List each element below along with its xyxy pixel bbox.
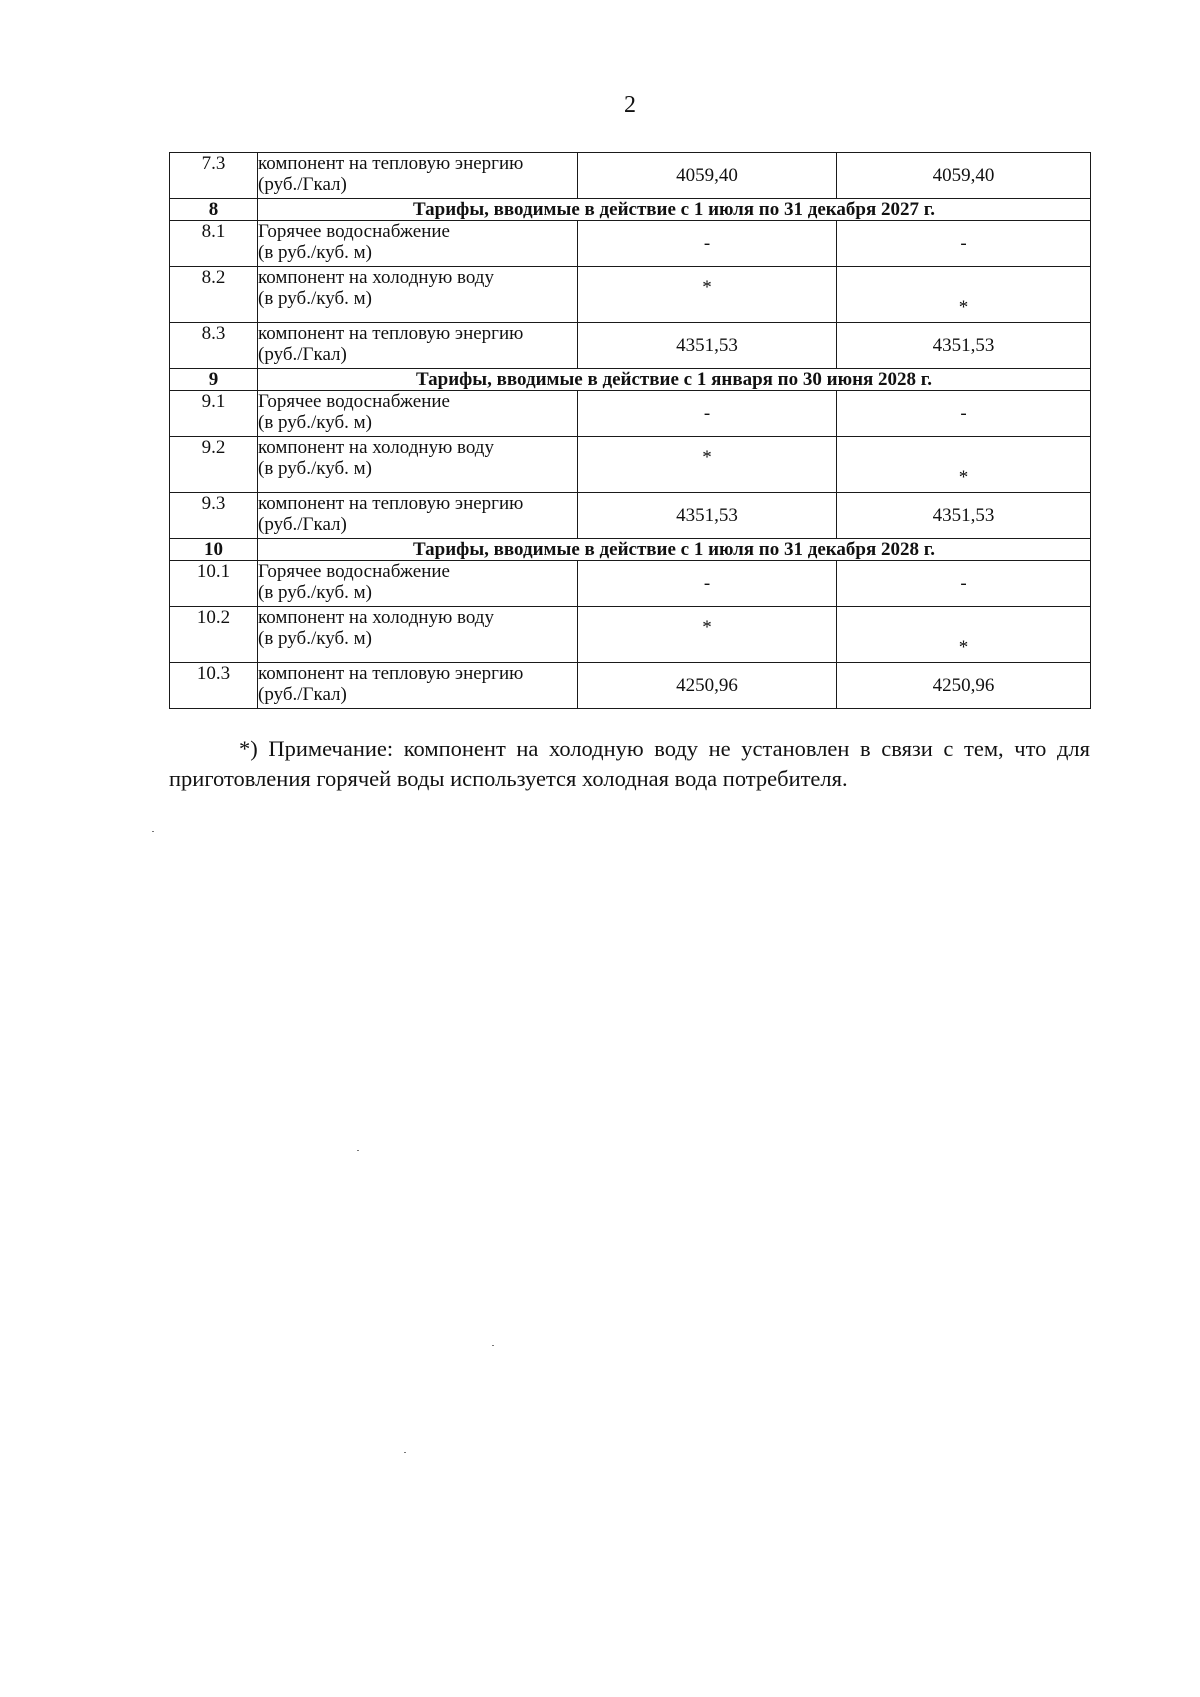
row-value-1: * (578, 267, 837, 323)
row-name (258, 437, 578, 493)
section-row (170, 539, 1091, 561)
row-value-2: - (837, 561, 1091, 607)
row-value-1: - (578, 561, 837, 607)
table-row (170, 153, 1091, 199)
row-name-line1: компонент на холодную воду (258, 437, 494, 458)
row-value-2: 4059,40 (837, 153, 1091, 199)
row-number: 10.3 (170, 663, 258, 709)
row-name (258, 561, 578, 607)
section-number: 8 (170, 199, 258, 221)
section-title: Тарифы, вводимые в действие с 1 июля по 31 декабря 2028 г. (258, 539, 1091, 561)
row-name-line2: (руб./Гкал) (258, 344, 347, 365)
row-name-line1: компонент на тепловую энергию (258, 493, 524, 514)
row-number: 8.1 (170, 221, 258, 267)
row-name-line2: (в руб./куб. м) (258, 242, 372, 263)
row-value-1: - (578, 391, 837, 437)
table-row (170, 663, 1091, 709)
row-name (258, 323, 578, 369)
table-row (170, 391, 1091, 437)
row-value-1: * (578, 607, 837, 663)
row-name (258, 391, 578, 437)
row-name-line1: компонент на холодную воду (258, 267, 494, 288)
row-value-2: - (837, 221, 1091, 267)
row-value-2: * (837, 437, 1091, 493)
row-number: 7.3 (170, 153, 258, 199)
row-value-2: 4351,53 (837, 323, 1091, 369)
row-name-line1: Горячее водоснабжение (258, 391, 450, 412)
row-name (258, 267, 578, 323)
scan-speck (492, 1345, 494, 1346)
row-name-line2: (руб./Гкал) (258, 684, 347, 705)
row-name-line1: компонент на тепловую энергию (258, 153, 524, 174)
table-row (170, 437, 1091, 493)
row-number: 9.3 (170, 493, 258, 539)
section-number: 10 (170, 539, 258, 561)
row-name-line1: Горячее водоснабжение (258, 221, 450, 242)
scan-speck (152, 831, 154, 832)
section-row (170, 369, 1091, 391)
section-number: 9 (170, 369, 258, 391)
section-title: Тарифы, вводимые в действие с 1 января по 30 июня 2028 г. (258, 369, 1091, 391)
row-name (258, 221, 578, 267)
row-name (258, 607, 578, 663)
row-name-line2: (руб./Гкал) (258, 514, 347, 535)
row-name (258, 493, 578, 539)
row-name-line2: (в руб./куб. м) (258, 458, 372, 479)
tariff-table (169, 152, 1091, 709)
row-name-line2: (в руб./куб. м) (258, 628, 372, 649)
row-value-1: 4059,40 (578, 153, 837, 199)
row-name-line1: компонент на тепловую энергию (258, 323, 524, 344)
row-name (258, 663, 578, 709)
row-value-1: * (578, 437, 837, 493)
row-name-line2: (руб./Гкал) (258, 174, 347, 195)
row-name-line1: компонент на холодную воду (258, 607, 494, 628)
row-name-line2: (в руб./куб. м) (258, 288, 372, 309)
table-row (170, 493, 1091, 539)
row-name-line1: Горячее водоснабжение (258, 561, 450, 582)
row-value-2: 4351,53 (837, 493, 1091, 539)
row-number: 9.1 (170, 391, 258, 437)
row-value-1: 4250,96 (578, 663, 837, 709)
row-value-1: - (578, 221, 837, 267)
row-name-line2: (в руб./куб. м) (258, 582, 372, 603)
table-row (170, 323, 1091, 369)
row-number: 8.3 (170, 323, 258, 369)
table-row (170, 221, 1091, 267)
section-title: Тарифы, вводимые в действие с 1 июля по 31 декабря 2027 г. (258, 199, 1091, 221)
table-row (170, 607, 1091, 663)
row-value-2: * (837, 267, 1091, 323)
table-row (170, 267, 1091, 323)
row-value-1: 4351,53 (578, 323, 837, 369)
row-number: 9.2 (170, 437, 258, 493)
scan-speck (357, 1150, 359, 1151)
section-row (170, 199, 1091, 221)
scan-speck (404, 1452, 406, 1453)
row-name (258, 153, 578, 199)
row-value-2: * (837, 607, 1091, 663)
row-number: 8.2 (170, 267, 258, 323)
row-value-1: 4351,53 (578, 493, 837, 539)
row-value-2: 4250,96 (837, 663, 1091, 709)
page-number: 2 (624, 92, 636, 118)
footnote: *) Примечание: компонент на холодную воду не установлен в связи с тем, что для приготовления горячей воды используется холодная вода потребителя. (169, 736, 1090, 791)
row-name-line1: компонент на тепловую энергию (258, 663, 524, 684)
table-row (170, 561, 1091, 607)
row-number: 10.2 (170, 607, 258, 663)
row-value-2: - (837, 391, 1091, 437)
row-name-line2: (в руб./куб. м) (258, 412, 372, 433)
tariff-table-body (170, 153, 1091, 709)
row-number: 10.1 (170, 561, 258, 607)
